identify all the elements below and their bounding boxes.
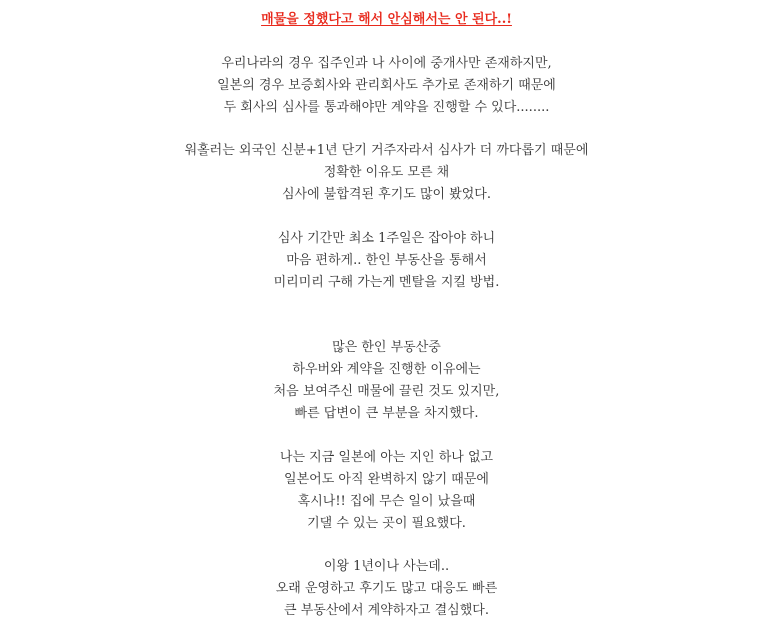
text-line: 처음 보여주신 매물에 끌린 것도 있지만,: [273, 384, 500, 400]
spacer: [0, 294, 773, 338]
text-line: 미리미리 구해 가는게 멘탈을 지킬 방법.: [273, 274, 500, 290]
text-line: 오래 운영하고 후기도 많고 대응도 빠른: [275, 581, 498, 597]
paragraph-5: [0, 447, 773, 535]
paragraph-2: [0, 140, 773, 206]
paragraph-6: [0, 556, 773, 622]
spacer: [0, 206, 773, 228]
text-line: 두 회사의 심사를 통과해야만 계약을 진행할 수 있다........: [223, 99, 550, 115]
text-line: 마음 편하게.. 한인 부동산을 통해서: [286, 252, 487, 268]
text-line: 하우버와 계약을 진행한 이유에는: [292, 362, 481, 378]
spacer: [0, 118, 773, 140]
text-line: 우리나라의 경우 집주인과 나 사이에 중개사만 존재하지만,: [221, 55, 552, 71]
text-line: 일본의 경우 보증회사와 관리회사도 추가로 존재하기 때문에: [217, 77, 556, 93]
spacer: [0, 425, 773, 447]
text-line: 많은 한인 부동산중: [332, 340, 441, 356]
text-line: 큰 부동산에서 계약하자고 결심했다.: [284, 603, 489, 619]
text-line: 정확한 이유도 모른 채: [323, 165, 450, 181]
text-line: 워홀러는 외국인 신분+1년 단기 거주자라서 심사가 더 까다롭기 때문에: [184, 143, 589, 159]
text-line: 심사에 불합격된 후기도 많이 봤었다.: [281, 187, 492, 203]
paragraph-1: [0, 53, 773, 119]
text-line: 나는 지금 일본에 아는 지인 하나 없고: [279, 449, 494, 465]
paragraph-4: [0, 337, 773, 425]
spacer: [0, 534, 773, 556]
text-line: 심사 기간만 최소 1주일은 잡아야 하니: [277, 230, 496, 246]
text-line: 빠른 답변이 큰 부분을 차지했다.: [294, 406, 479, 422]
text-line: 혹시나!! 집에 무슨 일이 났을때: [297, 493, 476, 509]
spacer: [0, 31, 773, 53]
text-line: 일본어도 아직 완벽하지 않기 때문에: [284, 471, 489, 487]
text-line: 이왕 1년이나 사는데..: [323, 559, 450, 575]
paragraph-3: [0, 228, 773, 294]
post-headline: 매물을 정했다고 해서 안심해서는 안 된다..!: [261, 12, 512, 27]
text-line: 기댈 수 있는 곳이 필요했다.: [307, 515, 466, 531]
blog-post-body: [0, 9, 773, 622]
